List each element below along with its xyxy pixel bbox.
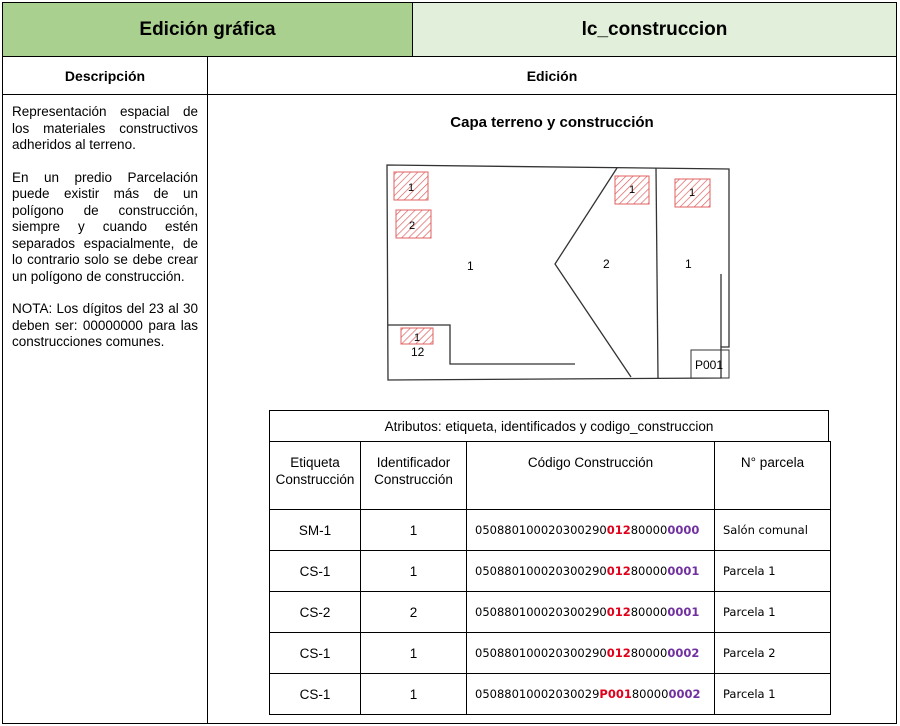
code-suffix: 0002: [668, 687, 701, 701]
header-identificador: [361, 442, 467, 510]
cell-codigo: [467, 674, 715, 715]
code-prefix: 050880100020300290: [475, 523, 607, 537]
cell-etiqueta: CS-1: [270, 633, 361, 674]
cell-identificador: 1: [361, 551, 467, 592]
cell-etiqueta: CS-2: [270, 592, 361, 633]
table-row: [270, 551, 831, 592]
code-prefix: 050880100020300290: [475, 564, 607, 578]
code-zeros: 0000: [639, 687, 669, 701]
header-ident-line1: Identificador: [376, 455, 451, 470]
cell-codigo: [467, 551, 715, 592]
header-parcela: N° parcela: [715, 442, 831, 510]
code-suffix: 0000: [667, 523, 700, 537]
cell-codigo: [467, 633, 715, 674]
cell-etiqueta: CS-1: [270, 674, 361, 715]
label-terrain-1: 1: [467, 259, 474, 273]
header-etiqueta: [270, 442, 361, 510]
cell-identificador: 1: [361, 674, 467, 715]
cell-codigo: [467, 510, 715, 551]
header-right-title: lc_construccion: [581, 18, 728, 40]
cell-parcela: Parcela 1: [715, 551, 831, 592]
description-cell: [2, 94, 208, 724]
code-middle: 8: [630, 523, 639, 537]
description-note: NOTA: Los dígitos del 23 al 30 deben ser: 00000000 para las construcciones comunes.: [12, 301, 198, 349]
code-suffix: 0001: [667, 605, 700, 619]
map-title: Capa terreno y construcción: [450, 114, 654, 131]
label-terrain-12: 12: [411, 345, 425, 359]
terrain-divider: [656, 168, 658, 378]
cell-parcela: Salón comunal: [715, 510, 831, 551]
label-building-a: 1: [408, 182, 415, 194]
code-prefix: 05088010002030029: [475, 687, 600, 701]
code-highlight: 012: [606, 564, 631, 578]
subheader-edition: [207, 56, 897, 95]
description-paragraph-2: En un predio Parcelación puede existir más de un polígono de construcción, siempre y cuando estén separados espacialmente, de lo contrario solo se debe crear un polígono de construcción.: [12, 169, 198, 284]
code-middle: 8: [630, 605, 639, 619]
attributes-caption: [269, 410, 829, 442]
code-suffix: 0002: [667, 646, 700, 660]
cell-parcela: Parcela 1: [715, 592, 831, 633]
table-row: [270, 510, 831, 551]
cell-identificador: 2: [361, 592, 467, 633]
table-row: [270, 592, 831, 633]
header-left-title: Edición gráfica: [139, 18, 276, 40]
cell-identificador: 1: [361, 510, 467, 551]
code-prefix: 050880100020300290: [475, 646, 607, 660]
label-building-b: 2: [409, 220, 416, 232]
code-middle: 8: [630, 646, 639, 660]
header-etiqueta-line2: Construcción: [275, 472, 355, 487]
code-prefix: 050880100020300290: [475, 605, 607, 619]
cell-etiqueta: SM-1: [270, 510, 361, 551]
parcel-map: [385, 162, 731, 382]
cell-identificador: 1: [361, 633, 467, 674]
code-middle: 8: [631, 687, 640, 701]
header-ident-line2: Construcción: [374, 472, 453, 487]
label-building-d: 1: [689, 187, 696, 199]
attributes-body: [270, 510, 831, 715]
code-highlight: 012: [606, 523, 631, 537]
code-zeros: 0000: [638, 605, 668, 619]
description-paragraph-1: Representación espacial de los materiales constructivos adheridos al terreno.: [12, 104, 198, 152]
cell-parcela: Parcela 2: [715, 633, 831, 674]
code-highlight: P001: [599, 687, 632, 701]
code-suffix: 0001: [667, 564, 700, 578]
code-zeros: 0000: [638, 646, 668, 660]
table-row: [270, 633, 831, 674]
label-terrain-2: 2: [603, 257, 610, 271]
label-building-e: 1: [414, 332, 421, 344]
code-zeros: 0000: [638, 564, 668, 578]
label-terrain-3: 1: [685, 257, 692, 271]
attributes-header-row: [270, 442, 831, 510]
subheader-right-label: Edición: [526, 67, 578, 84]
label-building-c: 1: [629, 184, 636, 196]
cell-codigo: [467, 592, 715, 633]
attributes-table: [269, 441, 831, 715]
description-text: [12, 104, 198, 367]
header-layer-name: [412, 2, 897, 57]
cell-etiqueta: CS-1: [270, 551, 361, 592]
subheader-description: [2, 56, 208, 95]
table-row: [270, 674, 831, 715]
label-p001: P001: [695, 358, 724, 372]
header-etiqueta-line1: Etiqueta: [290, 455, 340, 470]
attributes-caption-text: Atributos: etiqueta, identificados y codigo_construccion: [384, 418, 714, 434]
cell-parcela: Parcela 1: [715, 674, 831, 715]
code-middle: 8: [630, 564, 639, 578]
subheader-left-label: Descripción: [64, 67, 146, 84]
code-zeros: 0000: [638, 523, 668, 537]
header-codigo: Código Construcción: [467, 442, 715, 510]
header-graphic-edition: [2, 2, 413, 57]
code-highlight: 012: [606, 605, 631, 619]
code-highlight: 012: [606, 646, 631, 660]
